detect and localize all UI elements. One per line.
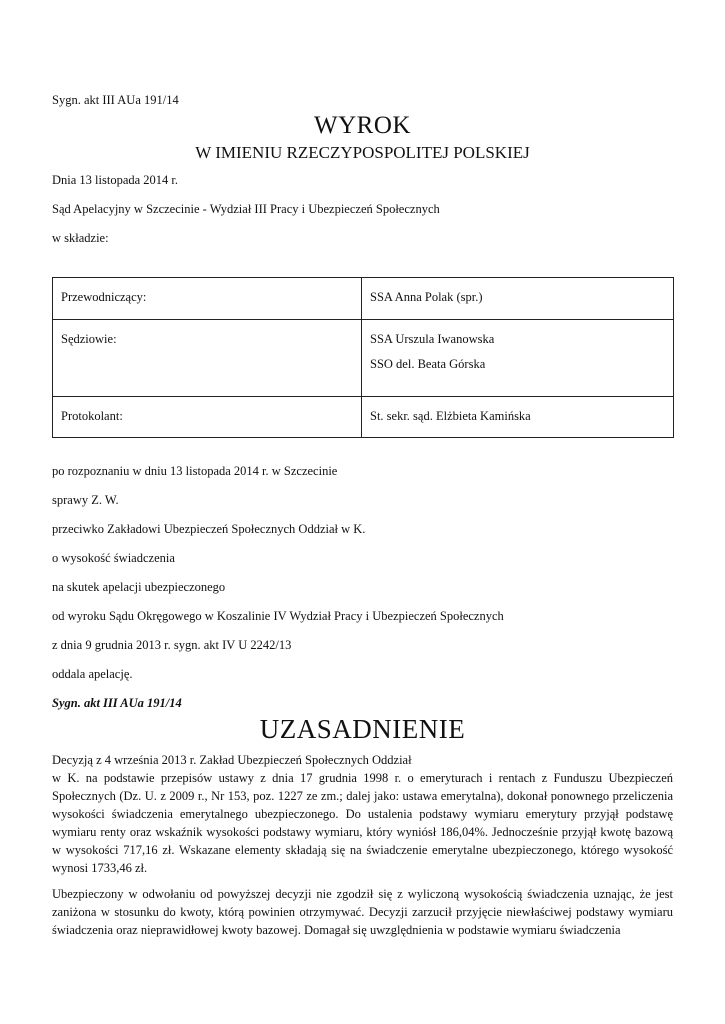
paragraph-body: w K. na podstawie przepisów ustawy z dnia 17 grudnia 1998 r. o emeryturach i rentach z Funduszu Ubezpieczeń Społecznych (Dz. U. z 2009 r., Nr 153, poz. 1227 ze zm.; dalej jako: ustawa emerytalna), dokonał ponownego przeliczenia wysokości świadczenia emerytalnego ubezpieczonego. Do ustalenia podstawy wymiaru emerytury przyjął podstawę wymiaru renty oraz wskaźnik wysokości podstawy wymiaru, który wyniósł 186,04%. Jednocześnie przyjął kwotę bazową w wysokości 717,16 zł. Wskazane elementy składają się na świadczenie emerytalne ubezpieczonego, którego wysokość wynosi 1733,46 zł. (52, 771, 673, 875)
verdict-date: Dnia 13 listopada 2014 r. (52, 173, 179, 187)
composition-label: w składzie: (52, 231, 109, 245)
court-name: Sąd Apelacyjny w Szczecinie - Wydział III Pracy i Ubezpieczeń Społecznych (52, 202, 440, 216)
ruling-line: oddala apelację. (52, 667, 133, 681)
panel-role: Przewodniczący: (53, 278, 362, 320)
justification-paragraph: Ubezpieczony w odwołaniu od powyższej decyzji nie zgodził się z wyliczoną wysokością świadczenia uznając, że jest zaniżona w stosunku do kwoty, którą powinien otrzymywać. Decyzji zarzucił przyjęcie niewłaściwej podstawy wymiaru świadczenia oraz nieprawidłowej kwoty bazowej. Domagał się uwzględnienia w podstawie wymiaru świadczenia (52, 887, 673, 937)
proceedings-line: przeciwko Zakładowi Ubezpieczeń Społecznych Oddział w K. (52, 522, 366, 536)
proceedings-line: od wyroku Sądu Okręgowego w Koszalinie IV Wydział Pracy i Ubezpieczeń Społecznych (52, 609, 504, 623)
panel-name: SSA Urszula Iwanowska (370, 332, 495, 346)
proceedings-line: na skutek apelacji ubezpieczonego (52, 580, 226, 594)
panel-name: St. sekr. sąd. Elżbieta Kamińska (362, 397, 674, 438)
panel-name: SSO del. Beata Górska (370, 357, 486, 371)
table-row (53, 320, 674, 397)
case-number-justification: Sygn. akt III AUa 191/14 (52, 696, 182, 710)
panel-names (362, 320, 674, 397)
court-panel-table (52, 277, 674, 438)
proceedings-line: sprawy Z. W. (52, 493, 119, 507)
panel-name: SSA Anna Polak (spr.) (362, 278, 674, 320)
verdict-subtitle: W IMIENIU RZECZYPOSPOLITEJ POLSKIEJ (195, 143, 530, 162)
proceedings-line: z dnia 9 grudnia 2013 r. sygn. akt IV U 2242/13 (52, 638, 292, 652)
proceedings-line: po rozpoznaniu w dniu 13 listopada 2014 r. w Szczecinie (52, 464, 338, 478)
panel-role: Protokolant: (53, 397, 362, 438)
justification-title: UZASADNIENIE (259, 714, 466, 744)
table-row (53, 397, 674, 438)
verdict-title: WYROK (314, 112, 411, 139)
justification-paragraph (52, 751, 673, 877)
panel-role: Sędziowie: (53, 320, 362, 397)
paragraph-first-line: Decyzją z 4 września 2013 r. Zakład Ubezpieczeń Społecznych Oddział (52, 753, 412, 767)
proceedings-line: o wysokość świadczenia (52, 551, 175, 565)
table-row (53, 278, 674, 320)
case-number-top: Sygn. akt III AUa 191/14 (52, 93, 179, 107)
